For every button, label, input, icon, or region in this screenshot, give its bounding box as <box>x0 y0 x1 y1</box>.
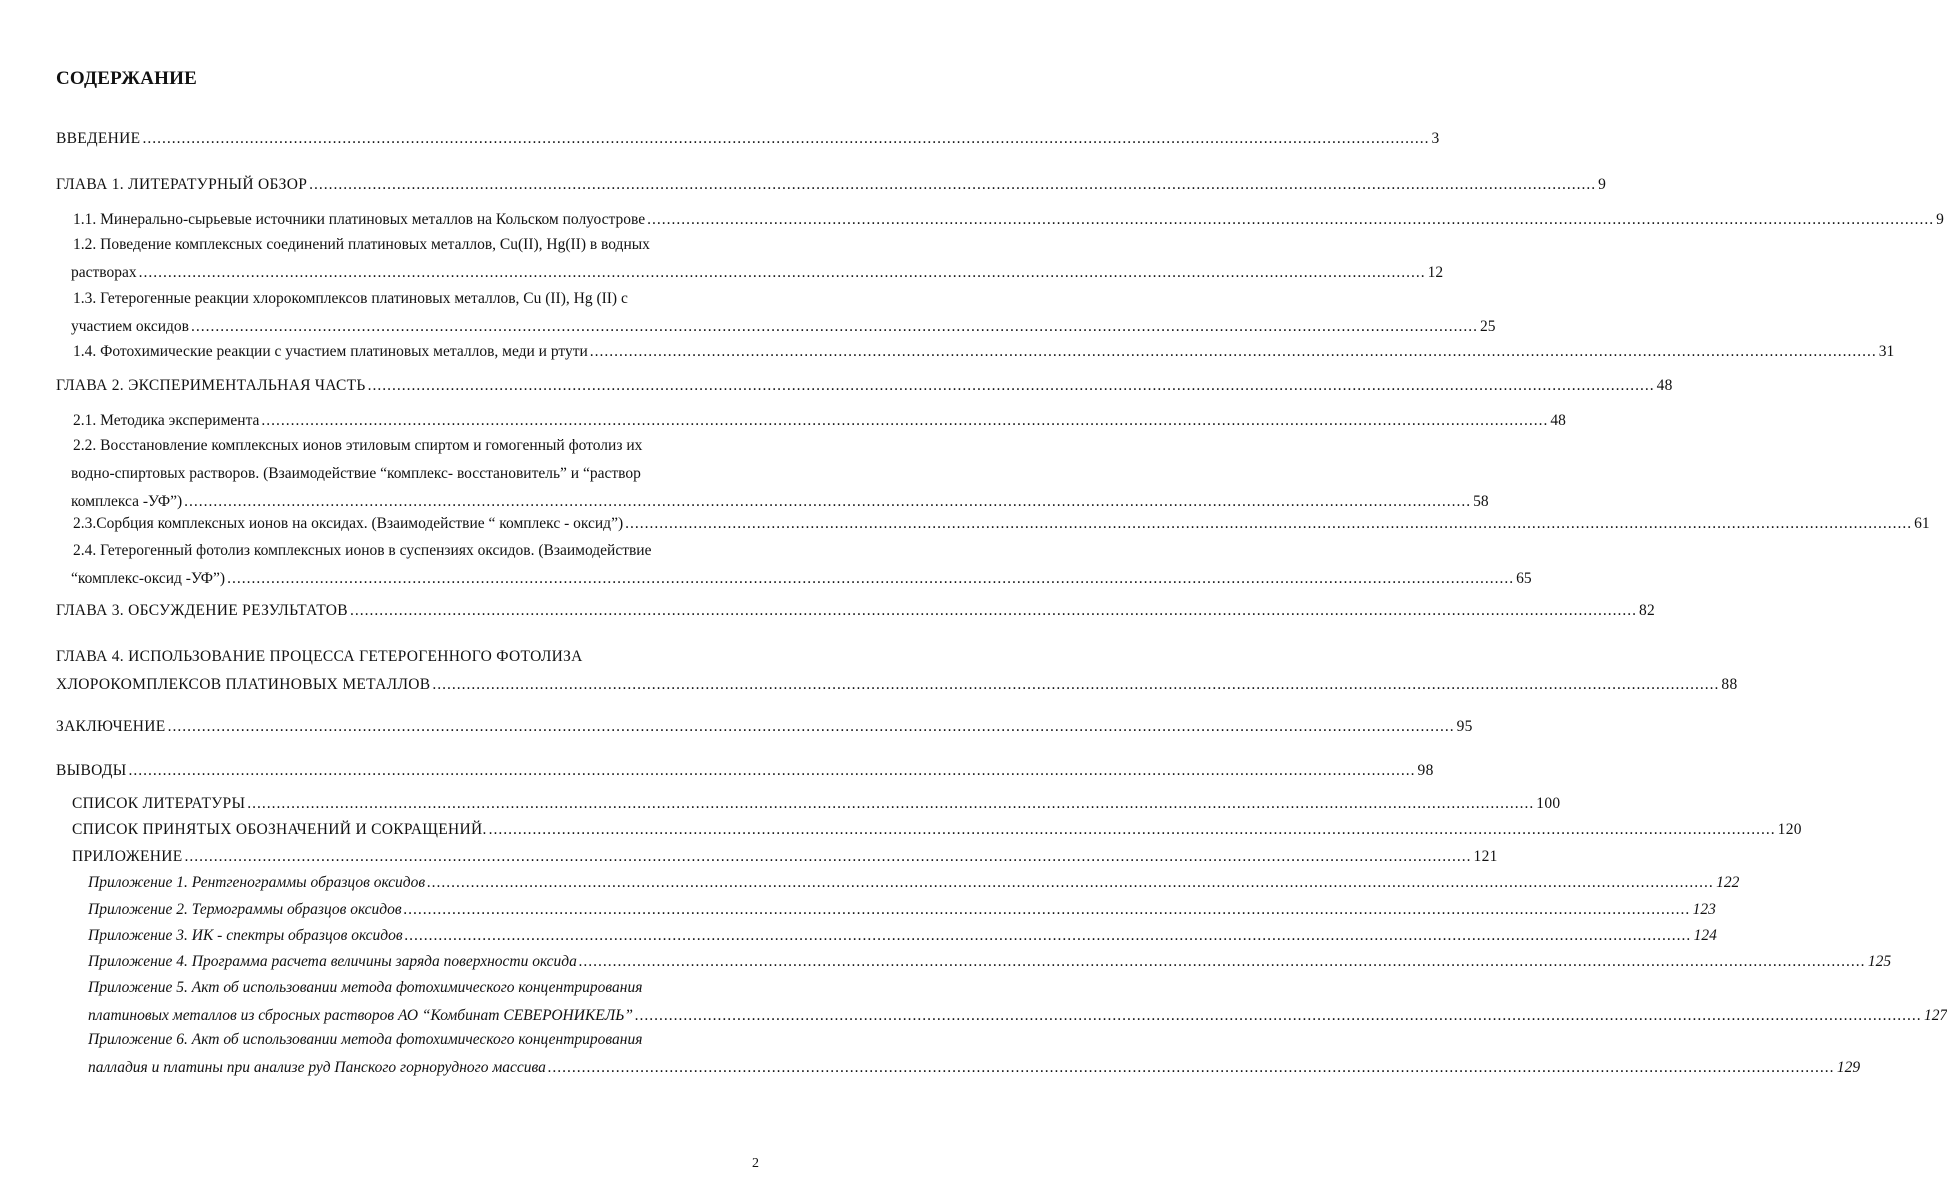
toc-entry-page: 98 <box>1417 762 1434 779</box>
dot-leader <box>191 313 1478 341</box>
toc-entry-title: растворах <box>71 264 137 281</box>
toc-entry-page: 100 <box>1536 795 1561 812</box>
toc-entry-title: 2.1. Методика эксперимента <box>73 412 260 429</box>
dot-leader <box>432 671 1719 699</box>
toc-entry-appendix-6[interactable] <box>88 1026 1861 1082</box>
toc-entry-title-line: водно-спиртовых растворов. (Взаимодействие “комплекс- восстановитель” и “раствор <box>71 465 641 482</box>
toc-entry-appendix-4[interactable] <box>88 948 1892 976</box>
toc-entry-page: 129 <box>1836 1059 1861 1076</box>
toc-entry-page: 48 <box>1550 412 1566 429</box>
toc-entry-title: ГЛАВА 1. ЛИТЕРАТУРНЫЙ ОБЗОР <box>56 176 308 193</box>
dot-leader <box>635 1002 1922 1030</box>
toc-entry-page: 121 <box>1473 848 1498 865</box>
toc-entry-appendix-5[interactable] <box>88 974 1947 1030</box>
toc-entry-page: 25 <box>1479 318 1496 335</box>
dot-leader <box>625 510 1912 538</box>
toc-entry-page: 61 <box>1914 515 1930 532</box>
toc-entry-abbreviations[interactable] <box>72 816 1802 844</box>
toc-entry-page: 82 <box>1638 602 1656 619</box>
toc-entry-2-2[interactable] <box>71 432 1489 516</box>
toc-entry-title: 1.4. Фотохимические реакции с участием платиновых металлов, меди и ртути <box>73 343 588 360</box>
toc-entry-chapter-2[interactable] <box>56 372 1673 400</box>
toc-entry-title: ВВЕДЕНИЕ <box>56 130 141 147</box>
toc-entry-page: 95 <box>1456 718 1473 735</box>
toc-entry-findings[interactable] <box>56 757 1434 785</box>
toc-entry-page: 12 <box>1427 264 1444 281</box>
toc-entry-title: палладия и платины при анализе руд Панского горнорудного массива <box>88 1059 546 1076</box>
toc-entry-title: ХЛОРОКОМПЛЕКСОВ ПЛАТИНОВЫХ МЕТАЛЛОВ <box>56 676 431 693</box>
dot-leader <box>489 816 1776 844</box>
page-title: СОДЕРЖАНИЕ <box>56 68 197 89</box>
toc-entry-title: ГЛАВА 3. ОБСУЖДЕНИЕ РЕЗУЛЬТАТОВ <box>56 602 348 619</box>
dot-leader <box>168 713 1455 741</box>
toc-entry-appendix-2[interactable] <box>88 896 1716 924</box>
toc-entry-2-4[interactable] <box>71 537 1532 593</box>
toc-entry-appendix-3[interactable] <box>88 922 1717 950</box>
toc-entry-conclusion[interactable] <box>56 713 1473 741</box>
toc-entry-page: 124 <box>1693 927 1717 944</box>
toc-entry-title: Приложение 4. Программа расчета величины заряда поверхности оксида <box>88 953 577 970</box>
toc-entry-page: 58 <box>1473 493 1489 510</box>
toc-entry-page: 120 <box>1777 821 1802 838</box>
toc-entry-title: ВЫВОДЫ <box>56 762 127 779</box>
toc-entry-2-3[interactable] <box>73 510 1930 538</box>
dot-leader <box>185 843 1472 871</box>
toc-entry-title-line: 2.4. Гетерогенный фотолиз комплексных ионов в суспензиях оксидов. (Взаимодействие <box>73 542 652 559</box>
toc-entry-title: 1.1. Минерально-сырьевые источники платиновых металлов на Кольском полуострове <box>73 211 646 228</box>
toc-entry-title: 2.3.Сорбция комплексных ионов на оксидах. (Взаимодействие “ комплекс - оксид”) <box>73 515 624 532</box>
toc-entry-title: СПИСОК ЛИТЕРАТУРЫ <box>72 795 246 812</box>
toc-entry-page: 65 <box>1516 570 1532 587</box>
toc-entry-appendix-1[interactable] <box>88 869 1740 897</box>
dot-leader <box>139 259 1426 287</box>
toc-entry-page: 123 <box>1692 901 1716 918</box>
toc-entry-page: 3 <box>1431 130 1440 147</box>
dot-leader <box>129 757 1416 785</box>
toc-entry-1-2[interactable] <box>71 231 1444 287</box>
toc-entry-page: 88 <box>1721 676 1738 693</box>
toc-entry-page: 31 <box>1878 343 1895 360</box>
dot-leader <box>142 125 1429 153</box>
toc-entry-title-line: 2.2. Восстановление комплексных ионов этиловым спиртом и гомогенный фотолиз их <box>73 437 643 454</box>
toc-entry-title: комплекса -УФ”) <box>71 493 183 510</box>
dot-leader <box>590 338 1877 366</box>
toc-entry-title: ЗАКЛЮЧЕНИЕ <box>56 718 166 735</box>
toc-entry-title: СПИСОК ПРИНЯТЫХ ОБОЗНАЧЕНИЙ И СОКРАЩЕНИЙ. <box>72 821 487 838</box>
toc-entry-chapter-1[interactable] <box>56 171 1607 199</box>
toc-entry-title-line: Приложение 5. Акт об использовании метода фотохимического концентрирования <box>88 979 643 996</box>
toc-entry-2-1[interactable] <box>73 407 1566 435</box>
dot-leader <box>427 869 1714 897</box>
toc-entry-title: Приложение 1. Рентгенограммы образцов оксидов <box>88 874 426 891</box>
toc-entry-title: платиновых металлов из сбросных растворов АО “Комбинат СЕВЕРОНИКЕЛЬ” <box>88 1007 633 1024</box>
toc-entry-1-3[interactable] <box>71 285 1496 341</box>
toc-entry-1-1[interactable] <box>73 206 1944 234</box>
toc-entry-title: Приложение 3. ИК - спектры образцов оксидов <box>88 927 403 944</box>
toc-entry-title: Приложение 2. Термограммы образцов оксидов <box>88 901 402 918</box>
toc-entry-title: ПРИЛОЖЕНИЕ <box>72 848 183 865</box>
toc-entry-page: 9 <box>1598 176 1607 193</box>
dot-leader <box>261 407 1548 435</box>
toc-entry-title-line: ГЛАВА 4. ИСПОЛЬЗОВАНИЕ ПРОЦЕССА ГЕТЕРОГЕННОГО ФОТОЛИЗА <box>56 648 583 665</box>
dot-leader <box>647 206 1934 234</box>
toc-entry-title: участием оксидов <box>71 318 189 335</box>
dot-leader <box>404 896 1691 924</box>
page-number: 2 <box>752 1156 759 1171</box>
toc-entry-references[interactable] <box>72 790 1561 818</box>
dot-leader <box>548 1054 1835 1082</box>
toc-entry-page: 127 <box>1923 1007 1947 1024</box>
dot-leader <box>405 922 1692 950</box>
dot-leader <box>247 790 1534 818</box>
toc-entry-title-line: 1.3. Гетерогенные реакции хлорокомплексов платиновых металлов, Cu (II), Hg (II) с <box>73 290 628 307</box>
toc-entry-title-line: 1.2. Поведение комплексных соединений платиновых металлов, Cu(II), Hg(II) в водных <box>73 236 650 253</box>
toc-entry-title: ГЛАВА 2. ЭКСПЕРИМЕНТАЛЬНАЯ ЧАСТЬ <box>56 377 366 394</box>
toc-entry-title: “комплекс-оксид -УФ”) <box>71 570 226 587</box>
toc-entry-appendix[interactable] <box>72 843 1498 871</box>
toc-entry-page: 125 <box>1867 953 1892 970</box>
toc-entry-introduction[interactable] <box>56 125 1440 153</box>
dot-leader <box>350 597 1637 625</box>
toc-entry-chapter-3[interactable] <box>56 597 1656 625</box>
dot-leader <box>227 565 1514 593</box>
dot-leader <box>368 372 1655 400</box>
toc-entry-page: 122 <box>1716 874 1740 891</box>
toc-entry-chapter-4[interactable] <box>56 643 1738 699</box>
toc-entry-page: 9 <box>1936 211 1944 228</box>
dot-leader <box>579 948 1866 976</box>
toc-entry-1-4[interactable] <box>73 338 1895 366</box>
toc-entry-title-line: Приложение 6. Акт об использовании метода фотохимического концентрирования <box>88 1031 643 1048</box>
dot-leader <box>309 171 1596 199</box>
toc-entry-page: 48 <box>1656 377 1673 394</box>
